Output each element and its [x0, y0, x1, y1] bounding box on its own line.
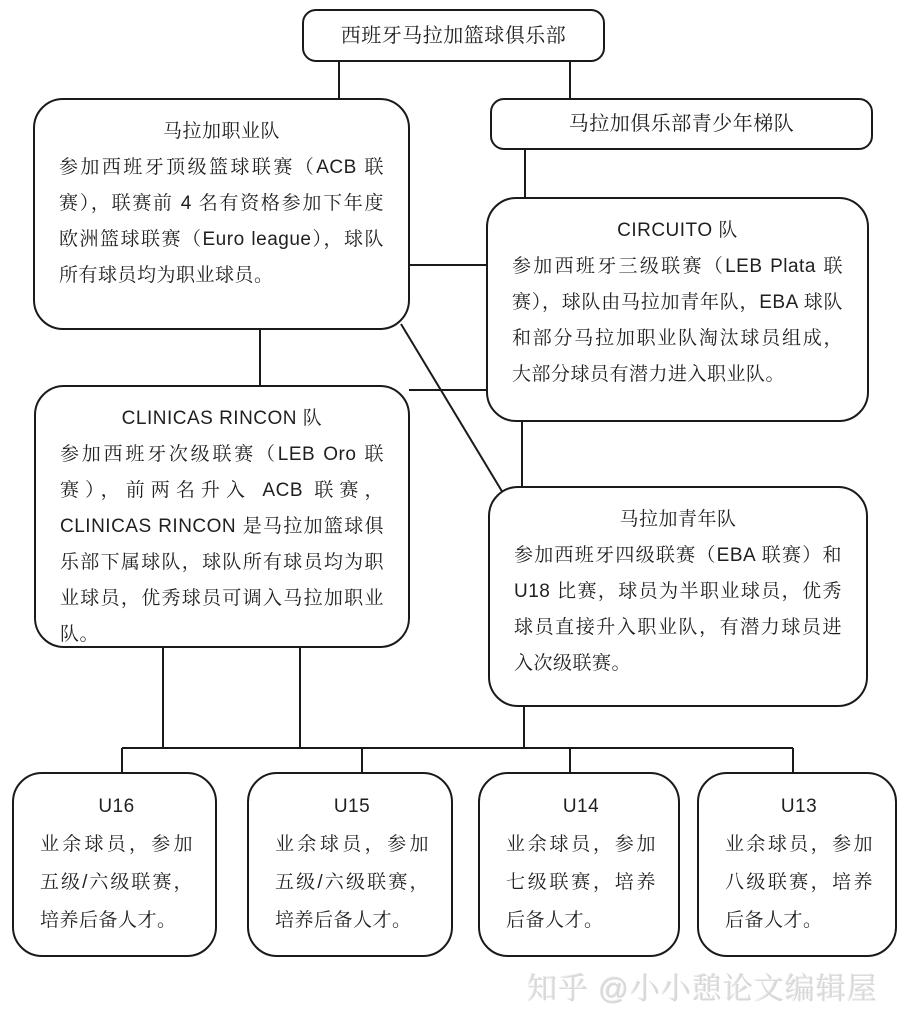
node-description: 业余球员，参加八级联赛，培养后备人才。	[725, 834, 873, 931]
node-description: 业余球员，参加五级/六级联赛，培养后备人才。	[40, 834, 193, 931]
node-title: U13	[780, 796, 818, 817]
node-description: 参加西班牙顶级篮球联赛（ACB 联赛），联赛前 4 名有资格参加下年度欧洲篮球联赛（Euro league），球队所有球员均为职业球员。	[59, 157, 384, 286]
node-title: 西班牙马拉加篮球俱乐部	[340, 24, 567, 47]
node-title: U14	[562, 796, 600, 817]
node-title: 马拉加职业队	[162, 121, 280, 142]
node-clinicas-rincon-team	[34, 385, 410, 648]
node-circuito-team	[486, 197, 869, 422]
node-description: 业余球员，参加五级/六级联赛，培养后备人才。	[275, 834, 429, 931]
node-description: 业余球员，参加七级联赛，培养后备人才。	[506, 834, 656, 931]
node-title: U15	[333, 796, 371, 817]
node-u14-team	[478, 772, 680, 957]
node-youth-header	[490, 98, 873, 150]
node-title: CIRCUITO 队	[617, 220, 738, 241]
node-title: 马拉加俱乐部青少年梯队	[568, 113, 795, 135]
node-club-root	[302, 9, 605, 62]
node-title: 马拉加青年队	[619, 509, 737, 530]
node-youth-team	[488, 486, 868, 707]
node-title: CLINICAS RINCON 队	[121, 408, 323, 429]
node-description: 参加西班牙四级联赛（EBA 联赛）和 U18 比赛，球员为半职业球员，优秀球员直接升入职业队，有潜力球员进入次级联赛。	[514, 545, 842, 674]
node-u15-team	[247, 772, 453, 957]
node-u13-team	[697, 772, 897, 957]
node-description: 参加西班牙三级联赛（LEB Plata 联赛），球队由马拉加青年队，EBA 球队和部分马拉加职业队淘汰球员组成，大部分球员有潜力进入职业队。	[512, 256, 843, 385]
zhihu-watermark: 知乎 @小小憩论文编辑屋	[527, 973, 878, 1006]
node-description: 参加西班牙次级联赛（LEB Oro 联赛），前两名升入 ACB 联赛，CLINICAS RINCON 是马拉加篮球俱乐部下属球队，球队所有球员均为职业球员，优秀球员可调入马拉加职业队。	[60, 444, 384, 645]
node-title: U16	[98, 796, 135, 817]
node-u16-team	[12, 772, 217, 957]
node-pro-team	[33, 98, 410, 330]
